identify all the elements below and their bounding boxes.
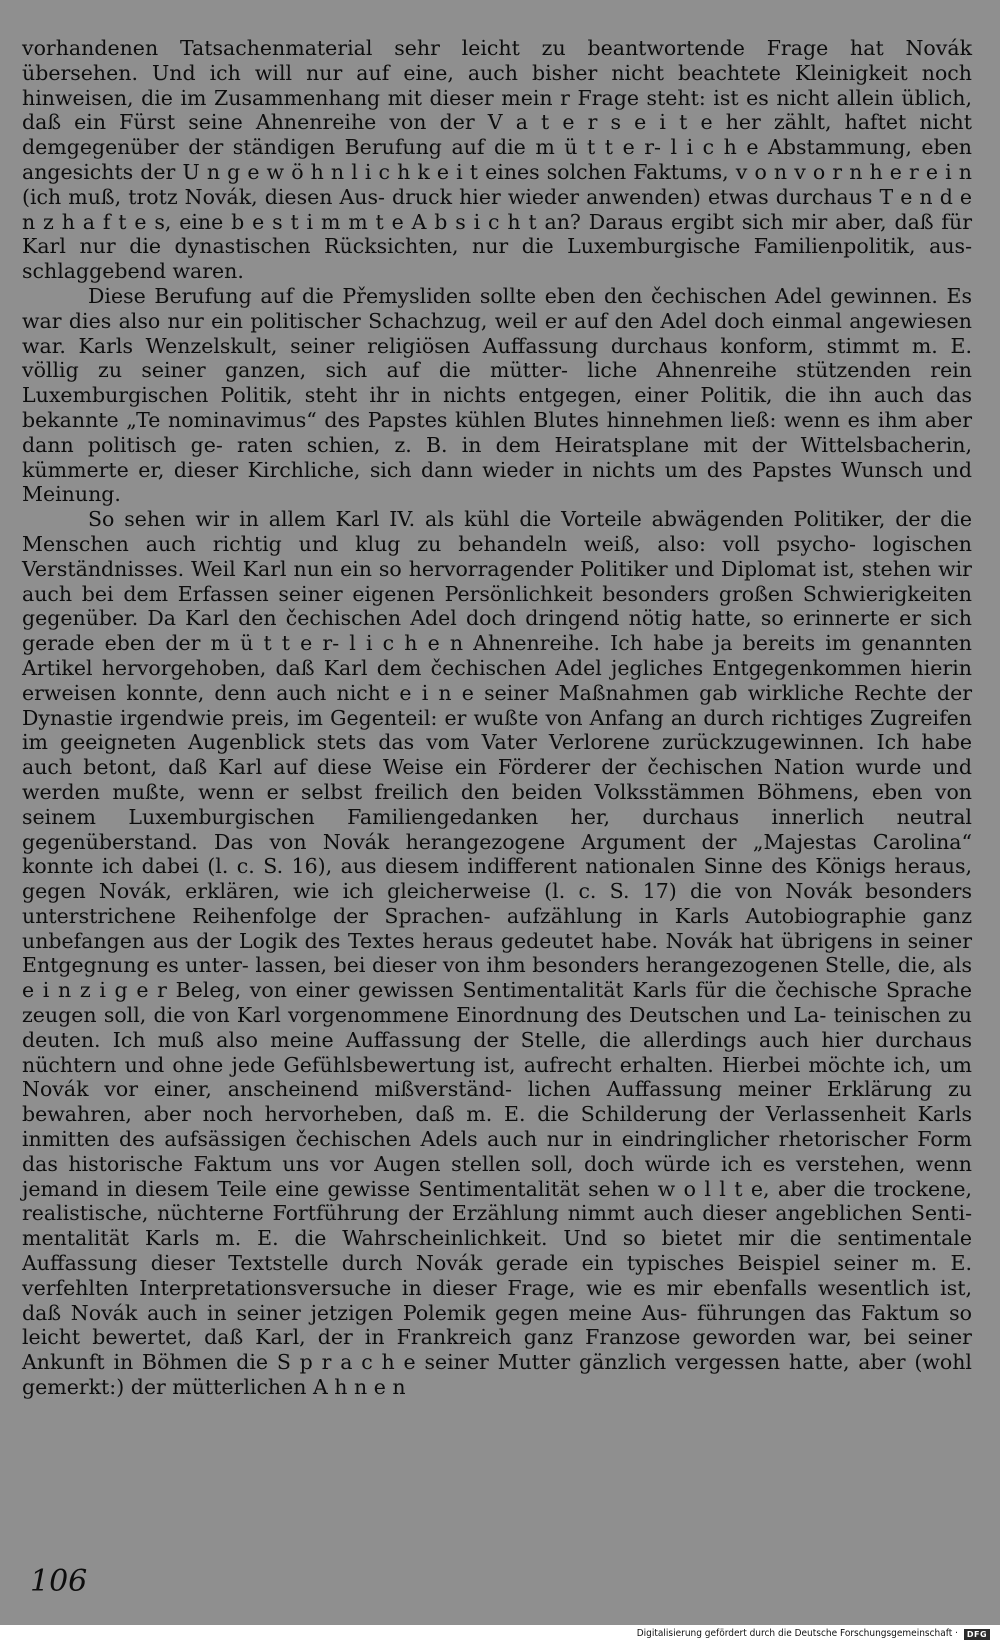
paragraph-2: Diese Berufung auf die Přemysliden sollte eben den čechischen Adel gewinnen. Es war dies also nur ein politischer Schachzug, weil er auf den Adel doch einmal angewiesen war. Karls Wenzelskult, seiner religiösen Auffassung durchaus konform, stimmt m. E. völlig zu seiner ganzen, sich auf die mütter- liche Ahnenreihe stützenden rein Luxemburgischen Politik, steht ihr in nichts entgegen, einer Politik, die ihn auch das bekannte „Te nominavimus“ des Papstes kühlen Blutes hinnehmen ließ: wenn es ihm aber dann politisch ge- raten schien, z. B. in dem Heiratsplane mit der Wittelsbacherin, kümmerte er, dieser Kirchliche, sich dann wieder in nichts um des Papstes Wunsch und Meinung. [22, 283, 972, 507]
paragraph-1: vorhandenen Tatsachenmaterial sehr leicht zu beantwortende Frage hat Novák übersehen. Und ich will nur auf eine, auch bisher nicht beachtete Kleinigkeit noch hinweisen, die im Zusammenhang mit dieser mein r Frage steht: ist es nicht allein üblich, daß ein Fürst seine Ahnenreihe von der V a t e r s e i t e her zählt, haftet nicht demgegenüber der ständigen Berufung auf die m ü t t e r- l i c h e Abstammung, eben angesichts der U n g e w ö h n l i c h k e i t eines solchen Faktums, v o n v o r n h e r e i n (ich muß, trotz Novák, diesen Aus- druck hier wieder anwenden) etwas durchaus T e n d e n z h a f t e s, eine b e s t i m m t e A b s i c h t an? Daraus ergibt sich mir aber, daß für Karl nur die dynastischen Rücksichten, nur die Luxemburgische Familienpolitik, aus- schlaggebend waren. [22, 36, 972, 284]
digitization-footer [637, 1628, 990, 1640]
page-number: 106 [30, 1564, 88, 1599]
paragraph-3: So sehen wir in allem Karl IV. als kühl die Vorteile abwägenden Politiker, der die Menschen auch richtig und klug zu behandeln weiß, also: voll psycho- logischen Verständnisses. Weil Karl nun ein so hervorragender Politiker und Diplomat ist, stehen wir auch bei dem Erfassen seiner eigenen Persönlichkeit besonders großen Schwierigkeiten gegenüber. Da Karl den čechischen Adel doch dringend nötig hatte, so erinnerte er sich gerade eben der m ü t t e r- l i c h e n Ahnenreihe. Ich habe ja bereits im genannten Artikel hervorgehoben, daß Karl dem čechischen Adel jegliches Entgegenkommen hierin erweisen konnte, denn auch nicht e i n e seiner Maßnahmen gab wirkliche Rechte der Dynastie irgendwie preis, im Gegenteil: er wußte von Anfang an durch richtiges Zugreifen im geeigneten Augenblick stets das vom Vater Verlorene zurückzugewinnen. Ich habe auch betont, daß Karl auf diese Weise ein Förderer der čechischen Nation wurde und werden mußte, wenn er selbst freilich den beiden Volksstämmen Böhmens, eben von seinem Luxemburgischen Familiengedanken her, durchaus innerlich neutral gegenüberstand. Das von Novák herangezogene Argument der „Majestas Carolina“ konnte ich dabei (l. c. S. 16), aus diesem indifferent nationalen Sinne des Königs heraus, gegen Novák, erklären, wie ich gleicherweise (l. c. S. 17) die von Novák besonders unterstrichene Reihenfolge der Sprachen- aufzählung in Karls Autobiographie ganz unbefangen aus der Logik des Textes heraus gedeutet habe. Novák hat übrigens in seiner Entgegnung es unter- lassen, bei dieser von ihm besonders herangezogenen Stelle, die, als e i n z i g e r Beleg, von einer gewissen Sentimentalität Karls für die čechische Sprache zeugen soll, die von Karl vorgenommene Einordnung des Deutschen und La- teinischen zu deuten. Ich muß also meine Auffassung der Stelle, die allerdings auch hier durchaus nüchtern und ohne jede Gefühlsbewertung ist, aufrecht erhalten. Hierbei möchte ich, um Novák vor einer, anscheinend mißverständ- lichen Auffassung meiner Erklärung zu bewahren, aber noch hervorheben, daß m. E. die Schilderung der Verlassenheit Karls inmitten des aufsässigen čechischen Adels auch nur in eindringlicher rhetorischer Form das historische Faktum uns vor Augen stellen soll, doch würde ich es verstehen, wenn jemand in diesem Teile eine gewisse Sentimentalität sehen w o l l t e, aber die trockene, realistische, nüchterne Fortführung der Erzählung nimmt auch dieser angeblichen Senti- mentalität Karls m. E. die Wahrscheinlichkeit. Und so bietet mir die sentimentale Auffassung dieser Textstelle durch Novák gerade ein typisches Beispiel seiner m. E. verfehlten Interpretationsversuche in dieser Frage, wie es mir ebenfalls wesentlich ist, daß Novák auch in seiner jetzigen Polemik gegen meine Aus- führungen das Faktum so leicht bewertet, daß Karl, der in Frankreich ganz Franzose geworden war, bei seiner Ankunft in Böhmen die S p r a c h e seiner Mutter gänzlich vergessen hatte, aber (wohl gemerkt:) der mütterlichen A h n e n [22, 507, 972, 1400]
dfg-logo-icon: DFG [964, 1629, 990, 1640]
body-text [22, 36, 972, 1400]
footer-credit: Digitalisierung gefördert durch die Deutsche Forschungsgemeinschaft · [636, 1628, 958, 1639]
